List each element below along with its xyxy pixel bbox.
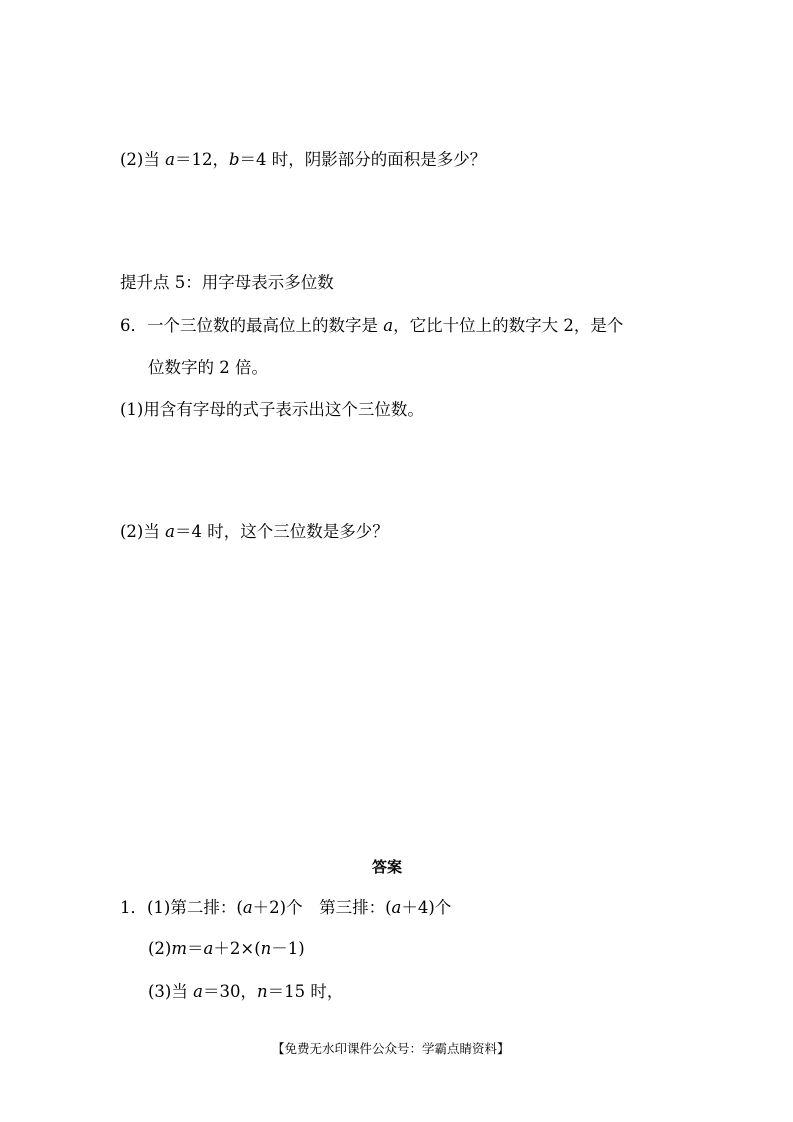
variable-a: a	[165, 150, 175, 169]
a1p2-text: －1)	[271, 939, 305, 958]
question-6-part-2	[120, 521, 389, 543]
answers-heading: 答案	[372, 858, 403, 876]
a1p2-text: ＝	[187, 939, 204, 958]
q6p2-text: (2)当	[120, 522, 166, 541]
question-5-part-2	[120, 149, 486, 171]
question-6-part-1: (1)用含有字母的式子表示出这个三位数。	[120, 400, 424, 419]
q5p2-text: ＝12，	[174, 150, 229, 169]
a1p2-text: (2)	[148, 939, 172, 958]
variable-a: a	[242, 898, 253, 917]
variable-a: a	[193, 982, 203, 1001]
answer-1-part-2	[148, 938, 305, 960]
a1p1-text: ＋2)个 第三排：(	[252, 898, 392, 917]
q5p2-text: ＝4 时，阴影部分的面积是多少？	[239, 150, 487, 169]
variable-a: a	[391, 898, 402, 917]
question-6-line-1	[120, 315, 623, 337]
variable-n: n	[260, 939, 272, 958]
question-6-line-2: 位数字的 2 倍。	[148, 358, 268, 377]
q6p2-text: ＝4 时，这个三位数是多少？	[174, 522, 389, 541]
a1p1-text: ＋4)个	[401, 898, 452, 917]
variable-a: a	[203, 939, 214, 958]
section-title: 提升点 5：用字母表示多位数	[120, 273, 334, 292]
variable-m: m	[171, 939, 188, 958]
a1p3-text: ＝30，	[202, 982, 257, 1001]
a1p1-text: 1．(1)第二排：(	[120, 898, 243, 917]
footer-note: 【免费无水印课件公众号：学霸点睛资料】	[272, 1041, 510, 1056]
q5p2-text: (2)当	[120, 150, 166, 169]
answer-1-part-3	[148, 981, 343, 1003]
q6-text: 6．一个三位数的最高位上的数字是	[120, 316, 384, 335]
answer-1-part-1	[120, 897, 451, 919]
q6-text: ，它比十位上的数字大 2，是个	[393, 316, 624, 335]
a1p3-text: ＝15 时，	[267, 982, 344, 1001]
variable-b: b	[228, 150, 240, 169]
variable-n: n	[256, 982, 268, 1001]
a1p3-text: (3)当	[148, 982, 194, 1001]
variable-a: a	[383, 316, 394, 335]
a1p2-text: ＋2×(	[213, 939, 261, 958]
variable-a: a	[165, 522, 175, 541]
